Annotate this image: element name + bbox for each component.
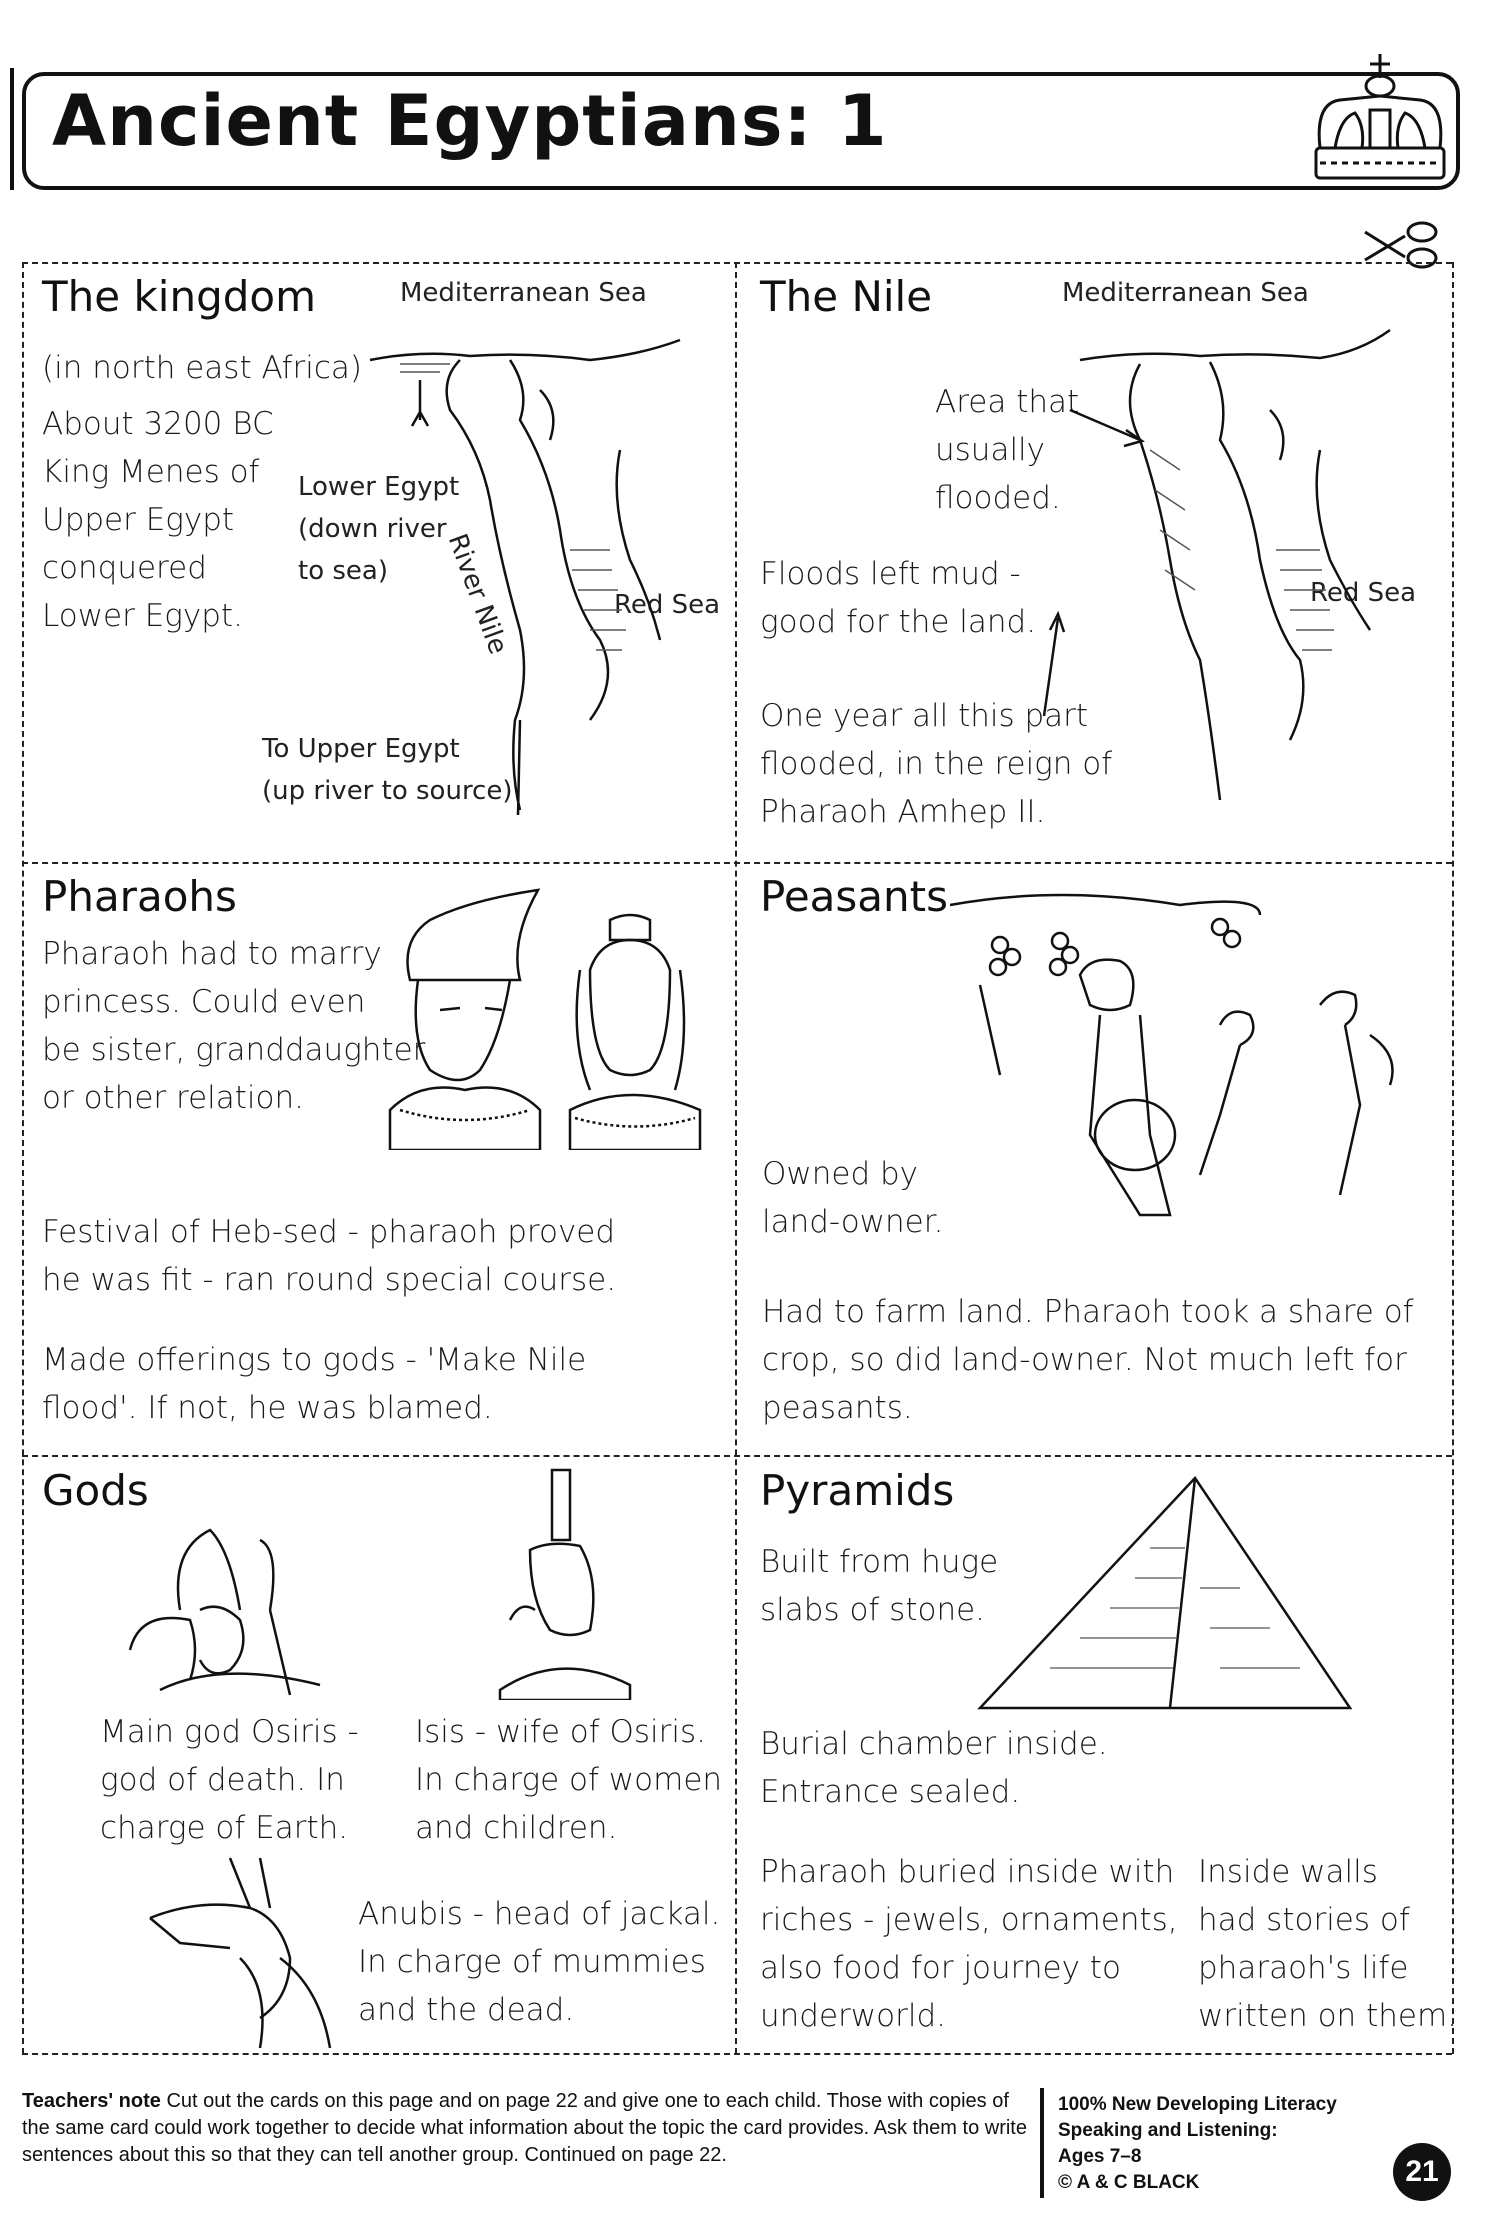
teachers-note-text: Cut out the cards on this page and on page 22 and give one to each child. Those with copies of the same card could work together to decide what information about the topic the card provides. Ask them to write sentences about this so that they can tell another group. Continued on page 22.	[22, 2090, 1027, 2166]
teachers-note-label: Teachers' note	[22, 2090, 161, 2112]
pyramids-built-text: Built from huge slabs of stone.	[760, 1544, 999, 1628]
pharaoh-and-queen-drawing	[370, 880, 730, 1150]
nile-floods-text: Floods left mud - good for the land.	[760, 556, 1037, 640]
anubis-drawing	[140, 1848, 350, 2048]
map-label-upper-egypt: To Upper Egypt (up river to source)	[262, 734, 513, 806]
pyramids-burial-text: Burial chamber inside. Entrance sealed.	[760, 1726, 1108, 1810]
cut-line-top	[22, 262, 1452, 264]
isis-drawing	[490, 1460, 650, 1700]
gods-isis-text: Isis - wife of Osiris. In charge of women and children.	[415, 1714, 723, 1846]
nile-arrow	[1030, 608, 1070, 718]
card-title-peasants: Peasants	[760, 872, 948, 921]
cut-line-middle	[735, 262, 737, 2054]
card-title-pharaohs: Pharaohs	[42, 872, 237, 921]
pharaohs-festival-text: Festival of Heb-sed - pharaoh proved he was fit - ran round special course.	[42, 1214, 617, 1298]
cut-line-right	[1452, 262, 1454, 2054]
pyramids-walls-text: Inside walls had stories of pharaoh's life written on them.	[1198, 1854, 1457, 2034]
nile-map-drawing	[1060, 300, 1440, 820]
pyramids-buried-text: Pharaoh buried inside with riches - jewels, ornaments, also food for journey to underworld.	[760, 1854, 1178, 2034]
page-edge-bar	[0, 68, 14, 190]
card-title-pyramids: Pyramids	[760, 1466, 955, 1515]
map-label-river: River Nile	[441, 530, 513, 659]
cut-line-row1	[22, 862, 1452, 864]
gods-anubis-text: Anubis - head of jackal. In charge of mummies and the dead.	[358, 1896, 721, 2028]
nile-one-year-text: One year all this part flooded, in the reign of Pharaoh Amhep II.	[760, 698, 1113, 830]
card-title-gods: Gods	[42, 1466, 149, 1515]
gods-osiris-text: Main god Osiris - god of death. In charge of Earth.	[100, 1714, 359, 1846]
pyramid-drawing	[970, 1468, 1370, 1728]
map-label-sea: Mediterranean Sea	[400, 278, 647, 308]
pharaohs-marry-text: Pharaoh had to marry princess. Could even be sister, granddaughter or other relation.	[42, 936, 426, 1116]
nile-map-label-sea: Mediterranean Sea	[1062, 278, 1309, 308]
cut-line-left	[22, 262, 24, 2054]
peasants-owned-text: Owned by land-owner.	[762, 1156, 944, 1240]
crown-icon	[1300, 48, 1460, 198]
page-number-badge: 21	[1393, 2143, 1451, 2201]
teachers-note	[22, 2088, 1032, 2169]
nile-map-label-red-sea: Red Sea	[1310, 578, 1417, 608]
peasants-farm-text: Had to farm land. Pharaoh took a share of crop, so did land-owner. Not much left for peasants.	[762, 1294, 1414, 1426]
card-title-kingdom: The kingdom	[42, 272, 317, 321]
cut-line-bottom	[22, 2053, 1452, 2055]
footer-divider	[1040, 2088, 1044, 2198]
pharaohs-offerings-text: Made offerings to gods - 'Make Nile flood'. If not, he was blamed.	[42, 1342, 587, 1426]
nile-area-label: Area that usually flooded.	[935, 384, 1080, 516]
card-title-nile: The Nile	[760, 272, 933, 321]
kingdom-text: About 3200 BC King Menes of Upper Egypt conquered Lower Egypt.	[42, 406, 274, 634]
cut-line-row2	[22, 1455, 1452, 1457]
osiris-drawing	[120, 1510, 350, 1700]
map-label-red-sea: Red Sea	[614, 590, 721, 620]
page-title: Ancient Egyptians: 1	[52, 80, 888, 162]
book-credit: 100% New Developing Literacy Speaking and Listening: Ages 7–8 © A & C BLACK	[1058, 2094, 1337, 2193]
map-label-lower-egypt: Lower Egypt (down river to sea)	[298, 472, 460, 586]
peasants-harvest-drawing	[940, 875, 1440, 1275]
egypt-map-drawing	[360, 300, 730, 820]
kingdom-location: (in north east Africa)	[42, 350, 362, 386]
